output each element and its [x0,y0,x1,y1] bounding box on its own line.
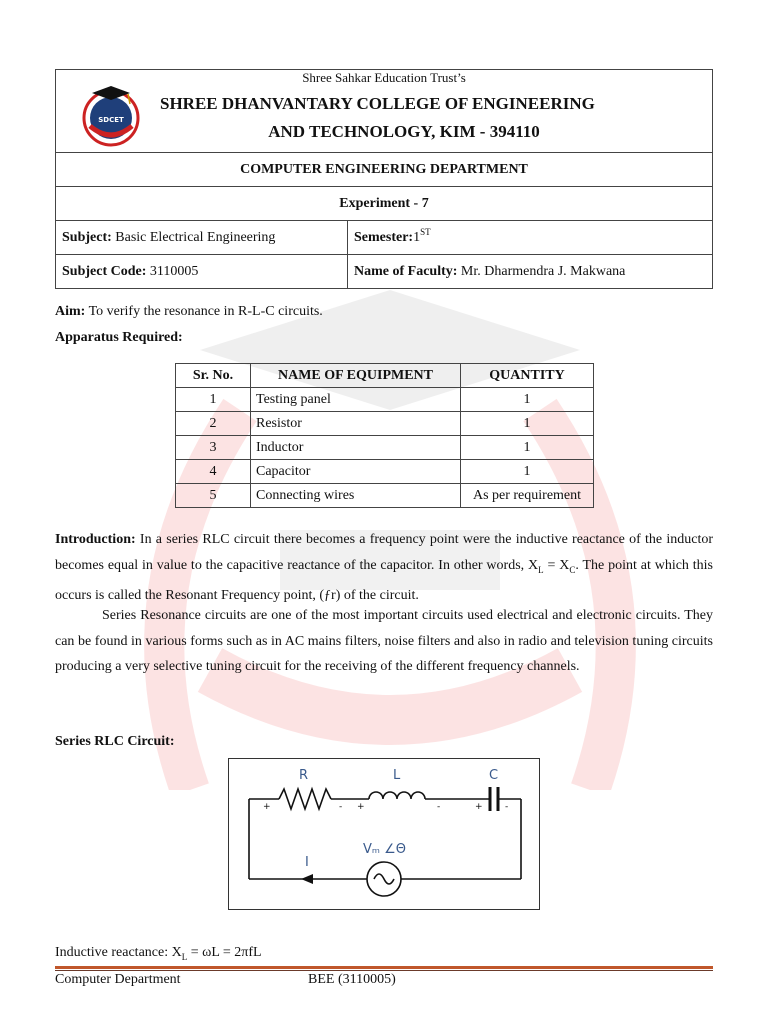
table-cell: 2 [176,412,251,436]
table-row [176,436,594,460]
inductive-rest: = ωL = 2πfL [187,945,262,960]
resonant-text: The point at which this occurs is called the Resonant Frequency point, (ƒr) of the circuit. [55,557,714,603]
column-header: QUANTITY [461,364,594,388]
table-cell: Inductor [251,436,461,460]
table-cell: 5 [176,484,251,508]
c-minus: - [505,802,509,812]
faculty-cell [348,255,712,288]
footer-left: Computer Department [55,972,181,987]
table-cell: Connecting wires [251,484,461,508]
r-plus: + [263,802,271,812]
subscript-l: L [538,564,544,575]
table-cell: Testing panel [251,388,461,412]
table-row [176,412,594,436]
table-cell: 1 [176,388,251,412]
l-minus: - [437,802,441,812]
l-plus: + [357,802,365,812]
code-label: Subject Code: [62,263,147,279]
table-cell: 1 [461,436,594,460]
r-minus: - [339,802,343,812]
college-name-line2: AND TECHNOLOGY, KIM - 394110 [268,122,540,141]
label-r: R [299,768,309,783]
introduction-text: In a series RLC circuit there becomes a frequency point were the inductive reactance of the inductor becomes equal in value to the capacitive reactance of the capacitor. In other words, X [55,532,714,573]
table-cell: Resistor [251,412,461,436]
footer-center: BEE (3110005) [308,972,396,987]
table-row [176,388,594,412]
table-row [176,460,594,484]
series-resonance-paragraph: Series Resonance circuits are one of the most important circuits used electrical and electronic circuits. They can be found in various forms such as in AC mains filters, noise filters and also in radio and television tuning circuits producing a very selective tuning circuit for the receiving of the different frequency channels. [55,608,713,674]
table-cell: 1 [461,388,594,412]
footer-rule-thick [55,966,713,969]
table-header-row [176,364,594,388]
header-table [55,69,713,289]
table-cell: 3 [176,436,251,460]
trust-name: Shree Sahkar Education Trust’s [302,70,466,85]
semester-value: 1 [413,229,421,245]
current-label: I [305,855,309,870]
subscript-c: C [569,564,576,575]
column-header: NAME OF EQUIPMENT [251,364,461,388]
experiment-row: Experiment - 7 [56,186,712,220]
college-name-line1: SHREE DHANVANTARY COLLEGE OF ENGINEERING [160,94,595,113]
series-rlc-heading: Series RLC Circuit: [55,734,175,749]
code-value: 3110005 [149,263,199,279]
circuit-svg [229,759,539,909]
subject-value: Basic Electrical Engineering [115,229,276,245]
equals-text: = X [543,557,570,573]
inductive-prefix: Inductive reactance: X [55,945,182,960]
aim-text: To verify the resonance in R-L-C circuits. [88,304,323,319]
source-label: Vₘ ∠Θ [363,842,407,857]
aim-line [55,299,713,325]
table-row [176,484,594,508]
label-c: C [489,768,499,783]
aim-label: Aim: [55,304,86,319]
faculty-value: Mr. Dharmendra J. Makwana [460,263,626,279]
subject-cell [56,221,348,254]
footer-rule-thin [55,970,713,971]
apparatus-heading: Apparatus Required: [55,330,183,345]
c-plus: + [475,802,483,812]
semester-cell [348,221,712,254]
table-cell: Capacitor [251,460,461,484]
header-title-row [56,70,712,152]
semester-sup: ST [420,227,431,237]
semester-label: Semester: [354,229,414,245]
period-text: . [575,557,579,573]
table-cell: 1 [461,460,594,484]
table-cell: As per requirement [461,484,594,508]
table-cell: 4 [176,460,251,484]
label-l: L [393,768,401,783]
code-row [56,254,712,288]
logo-text: SDCET [98,116,124,124]
code-cell [56,255,348,288]
department-row: COMPUTER ENGINEERING DEPARTMENT [56,152,712,186]
subject-label: Subject: [62,229,112,245]
table-cell: 1 [461,412,594,436]
column-header: Sr. No. [176,364,251,388]
introduction-label: Introduction: [55,532,136,547]
introduction-paragraph [55,527,713,608]
subject-row [56,220,712,254]
equipment-table [175,363,594,508]
current-arrow-icon [301,874,313,884]
faculty-label: Name of Faculty: [354,263,458,279]
inductive-sub: L [181,951,188,962]
rlc-circuit-diagram [228,758,540,910]
